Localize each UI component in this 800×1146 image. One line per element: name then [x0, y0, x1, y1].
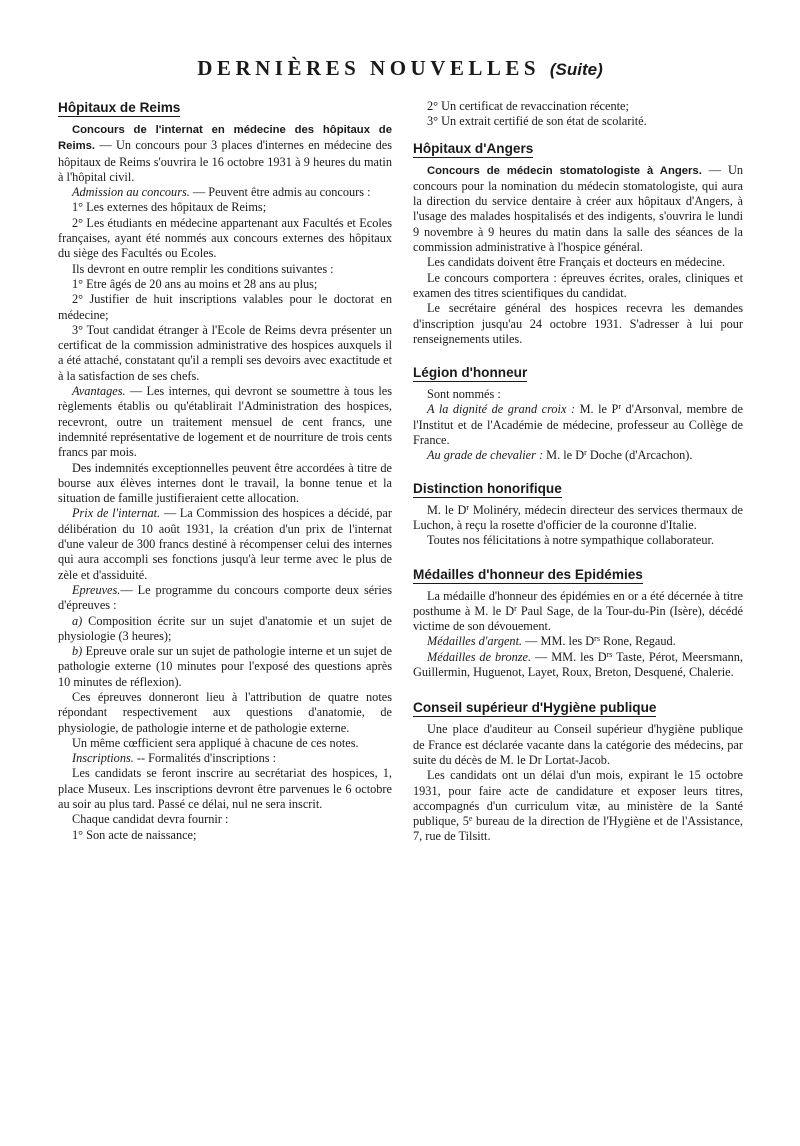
- reims-fournir: Chaque candidat devra fournir :: [72, 812, 229, 827]
- reims-conditions: Ils devront en outre remplir les conditions suivantes :: [72, 261, 334, 276]
- reims-prix: Prix de l'internat. — La Commission des hospices a décidé, par délibération du 10 août 1931, la création d'un prix de l'internat d'une valeur de 300 francs destiné à récompenser celui des internes qui aura accompli ses fonctions jusqu'à leur terme avec le plus de zèle et d'assiduité.: [58, 506, 392, 582]
- reims-avantages: Avantages. — Les internes, qui devront se soumettre à tous les règlements établis ou qu'établirait l'Administration des hospices, recevront, outre un traitement mensuel de cent francs, une indemnité représentative de logement et de nourriture de trois cents francs par mois.: [58, 384, 392, 460]
- angers-intro: Concours de médecin stomatologiste à Angers. — Un concours pour la nomination du médecin stomatologiste, qui aura la direction du service dentaire à créer aux hôpitaux d'Angers, à l'usage des malades hospitalisés et des indigents, s'ouvrira le lundi 9 novembre à 9 heures du matin dans la salle des séances de la commission administrative à l'hospice général.: [413, 162, 743, 255]
- reims-admit-1: 1° Les externes des hôpitaux de Reims;: [72, 200, 267, 215]
- angers-secretaire: Le secrétaire général des hospices recevra les demandes d'inscription jusqu'au 24 octobre 1931. S'adresser à lui pour renseignements utiles.: [413, 301, 743, 346]
- reims-epreuve-b: b) Epreuve orale sur un sujet de pathologie interne et un sujet de pathologie externe (10 minutes pour l'exposé des questions après 10 minutes de réflexion).: [58, 644, 392, 689]
- page-title-suite: (Suite): [549, 60, 603, 79]
- reims-admission: Admission au concours. — Peuvent être admis au concours :: [72, 185, 371, 200]
- distinction-felicitations: Toutes nos félicitations à notre sympathique collaborateur.: [427, 533, 715, 548]
- medailles-text: La médaille d'honneur des épidémies en or a été décernée à titre posthume à M. le $D^r$ Paul Sage, de la Tour-du-Pin (Isère), décédé victime de son dévouement.: [413, 588, 743, 634]
- conseil-section: [413, 699, 743, 844]
- reims-cond-1: 1° Etre âgés de 20 ans au moins et 28 ans au plus;: [72, 276, 318, 291]
- reims-notes: Ces épreuves donneront lieu à l'attribution de quatre notes répondant respectivement aux questions d'anatomie, de physiologie, de pathologie interne et de pathologie externe.: [58, 689, 392, 735]
- reims-epreuve-a: a) Composition écrite sur un sujet d'anatomie et un sujet de physiologie (3 heures);: [58, 613, 392, 643]
- reims-subtitle: Concours de l'internat en médecine des hôpitaux de Reims.: [58, 124, 392, 153]
- conseil-delai: Les candidats ont un délai d'un mois, expirant le 15 octobre 1931, pour faire acte de candidature et exposer leurs titres, accompagnés d'un curriculum vitæ, au ministère de la Santé publique, 5e bureau de la direction de l'Hygiène et de l'Assistance, 7, rue de Tilsitt.: [413, 768, 743, 844]
- legion-nommes: Sont nommés :: [427, 387, 501, 402]
- reims-indemnites: Des indemnités exceptionnelles peuvent être accordées à titre de bourse aux élèves internes dont le travail, la bonne tenue et la situation de famille justifieraient cette allocation.: [58, 460, 392, 506]
- page-title: [0, 56, 800, 81]
- reims-doc-2: 2° Un certificat de revaccination récente;: [427, 99, 629, 113]
- distinction-heading: Distinction honorifique: [413, 480, 562, 496]
- right-column: [413, 99, 743, 845]
- conseil-place: Une place d'auditeur au Conseil supérieur d'hygiène publique de France est déclarée vacante dans la catégorie des médecins, par suite du décès de M. le Dr Lortat-Jacob.: [413, 722, 743, 767]
- reims-heading: Hôpitaux de Reims: [58, 100, 181, 115]
- medailles-bronze: Médailles de bronze. — MM. les $D^{rs}$ Taste, Pérot, Meersmann, Guillermin, Huguenot, Layet, Roux, Breton, Desquené, Chalerie.: [413, 649, 744, 680]
- left-column: [58, 99, 392, 843]
- legion-chevalier: Au grade de chevalier : M. le $D^r$ Doche (d'Arcachon).: [427, 448, 693, 463]
- medailles-section: [413, 566, 743, 681]
- medailles-heading: Médailles d'honneur des Epidémies: [413, 566, 643, 582]
- angers-heading: Hôpitaux d'Angers: [413, 140, 534, 156]
- reims-intro: Concours de l'internat en médecine des hôpitaux de Reims. — Un concours pour 3 places d'internes en médecine des hôpitaux de Reims s'ouvrira le 16 octobre 1931 à 9 heures du matin à l'hôpital civil.: [58, 124, 392, 184]
- reims-doc-3: 3° Un extrait certifié de son état de scolarité.: [427, 114, 647, 129]
- angers-section: [413, 140, 743, 348]
- angers-subtitle: Concours de médecin stomatologiste à Angers.: [427, 164, 702, 177]
- reims-cond-2: 2° Justifier de huit inscriptions valables pour le doctorat en médecine;: [58, 292, 392, 322]
- reims-cond-3: 3° Tout candidat étranger à l'Ecole de Reims devra présenter un certificat de la commission administrative des hospices auxquels il a été attaché, constatant qu'il a rempli ses devoirs avec exactitude et à la satisfaction de ses chefs.: [58, 322, 392, 383]
- angers-candidats: Les candidats doivent être Français et docteurs en médecine.: [427, 255, 726, 270]
- conseil-heading: Conseil supérieur d'Hygiène publique: [413, 700, 657, 716]
- medailles-argent: Médailles d'argent. — MM. les $D^{rs}$ Rone, Regaud.: [427, 634, 676, 649]
- reims-coefficient: Un même cœfficient sera appliqué à chacune de ces notes.: [72, 735, 359, 750]
- distinction-section: [413, 480, 743, 549]
- legion-heading: Légion d'honneur: [413, 365, 528, 381]
- page-title-text: DERNIÈRES NOUVELLES: [197, 56, 541, 80]
- reims-inscrire: Les candidats se feront inscrire au secrétariat des hospices, 1, place Museux. Les inscriptions devront être parvenues le 6 octobre au soir au plus tard. Passé ce délai, nul ne sera inscrit.: [58, 766, 392, 812]
- reims-doc-1: 1° Son acte de naissance;: [72, 827, 197, 842]
- legion-grand-croix: A la dignité de grand croix : M. le $P^r$ d'Arsonval, membre de l'Institut et de l'Académie de médecine, professeur au Collège de France.: [413, 402, 744, 448]
- distinction-text: M. le $D^r$ Molinéry, médecin directeur des services thermaux de Luchon, à reçu la rosette d'officier de la couronne d'Italie.: [413, 502, 743, 532]
- reims-epreuves: Epreuves.— Le programme du concours comporte deux séries d'épreuves :: [58, 582, 392, 613]
- legion-section: [413, 364, 743, 463]
- reims-admit-2: 2° Les étudiants en médecine appartenant aux Facultés et Ecoles françaises, ayant été nommés aux concours externes des hôpitaux du siège des Facultés ou Ecoles.: [58, 215, 392, 261]
- angers-comportera: Le concours comportera : épreuves écrites, orales, cliniques et examen des titres scientifiques du candidat.: [413, 270, 743, 300]
- reims-inscriptions: Inscriptions. -- Formalités d'inscriptions :: [72, 751, 277, 766]
